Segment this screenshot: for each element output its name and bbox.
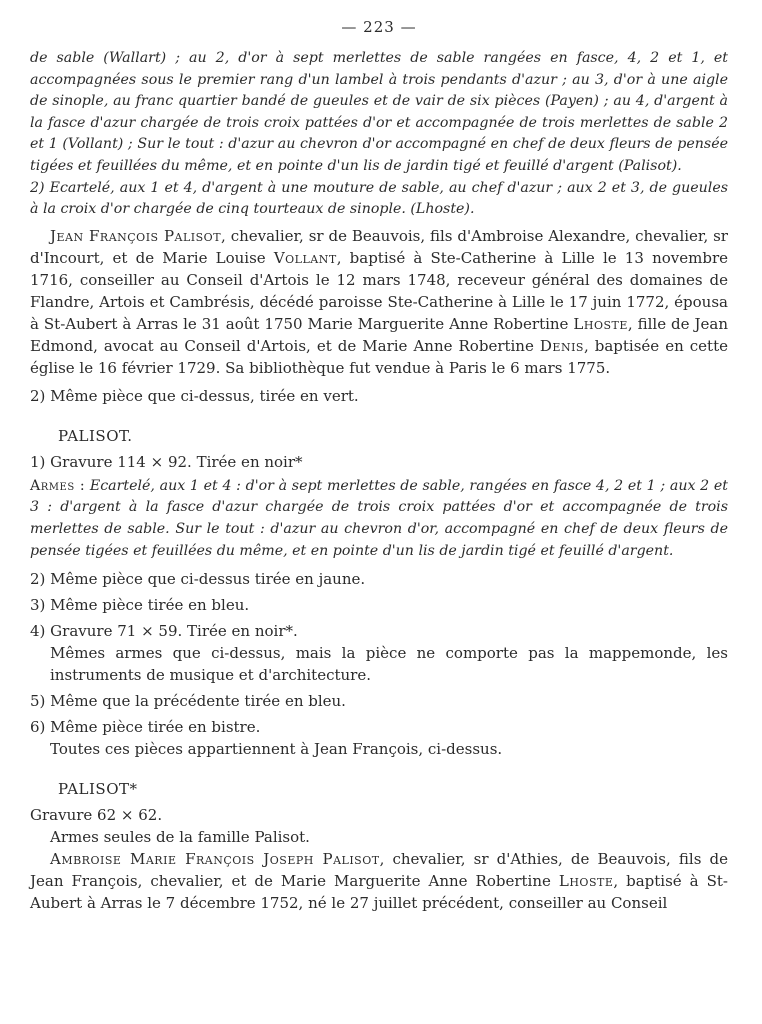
gravure-line: Gravure 62 × 62.: [30, 806, 163, 825]
list-item: 6) Même pièce tirée en bistre.: [30, 718, 261, 737]
armes-label: Armes :: [30, 477, 86, 494]
person-name: Lhoste: [573, 314, 628, 333]
bio-text: , fille de Jean Edmond, avocat au Conseil d'Artois, et de Marie Anne Robertine: [30, 314, 728, 355]
bio-text: , chevalier, sr de Beauvois, fils d'Ambroise Alexandre, chevalier, sr d'Incourt, et de Marie Louise: [30, 226, 728, 267]
page-number: — 223 —: [341, 18, 417, 36]
bio-text: , baptisé à Ste-Catherine à Lille le 13 novembre 1716, conseiller au Conseil d'Artois le 12 mars 1748, receveur général des domaines de Flandre, Artois et Cambrésis, décédé paroisse Ste-Catherine à Lille le 17 juin 1772, épousa à St-Aubert à Arras le 31 août 1750 Marie Marguerite Anne Robertine: [30, 248, 728, 333]
biography-jean-francois: [30, 225, 728, 379]
item-note: Armes seules de la famille Palisot.: [50, 828, 310, 847]
person-name: Ambroise Marie François Joseph Palisot: [50, 850, 380, 869]
list-item: 2) Même pièce que ci-dessus, tirée en vert.: [30, 386, 359, 405]
list-item: 3) Même pièce tirée en bleu.: [30, 596, 250, 615]
section-heading: PALISOT.: [58, 426, 133, 445]
list-item: 1) Gravure 114 × 92. Tirée en noir*: [30, 452, 303, 471]
closing-note: Toutes ces pièces appartiennent à Jean François, ci-dessus.: [50, 740, 503, 759]
armes-text: Ecartelé, aux 1 et 4 : d'or à sept merlettes de sable, rangées en fasce 4, 2 et 1 ; aux 2 et 3 : d'argent à la fasce d'azur chargée de trois croix pattées d'or et accompagnée de trois merlettes de sable. Sur le tout : d'azur au chevron d'or, accompagné en chef de deux fleurs de pensée tigées et feuillées du même, et en pointe d'un lis de jardin tigé et feuillé d'argent.: [30, 477, 728, 559]
armes-paragraph: [30, 476, 728, 562]
list-item: 5) Même que la précédente tirée en bleu.: [30, 692, 346, 711]
bio-text: , baptisée en cette église le 16 février 1729. Sa bibliothèque fut vendue à Paris le 6 mars 1775.: [30, 336, 728, 377]
person-name: Vollant: [273, 248, 337, 267]
heraldry-paragraph: de sable (Wallart) ; au 2, d'or à sept merlettes de sable rangées en fasce, 4, 2 et 1, et accompagnées sous le premier rang d'un lambel à trois pendants d'azur ; au 3, d'or à une aigle de sinople, au franc quartier bandé de gueules et de vair de six pièces (Payen) ; au 4, d'argent à la fasce d'azur chargée de trois croix pattées d'or et accompagnée de trois merlettes de sable 2 et 1 (Vollant) ; Sur le tout : d'azur au chevron d'or accompagné en chef de deux fleurs de pensée tigées et feuillées du même, et en pointe d'un lis de jardin tigé et feuillé d'argent (Palisot).: [30, 50, 728, 174]
person-name: Denis: [539, 336, 584, 355]
person-name: Lhoste: [558, 872, 614, 891]
person-name: Jean François Palisot: [50, 226, 222, 245]
list-item: 4) Gravure 71 × 59. Tirée en noir*.: [30, 622, 298, 641]
biography-ambroise: [30, 848, 728, 914]
bio-text: , baptisé à St-Aubert à Arras le 7 décembre 1752, né le 27 juillet précédent, conseiller au Conseil: [30, 872, 728, 913]
section-heading: PALISOT*: [58, 780, 138, 799]
bio-text: , chevalier, sr d'Athies, de Beauvois, fils de Jean François, chevalier, et de Marie Marguerite Anne Robertine: [30, 850, 728, 891]
list-item: 2) Même pièce que ci-dessus tirée en jaune.: [30, 570, 366, 589]
heraldry-paragraph-2: 2) Ecartelé, aux 1 et 4, d'argent à une mouture de sable, au chef d'azur ; aux 2 et 3, de gueules à la croix d'or chargée de cinq tourteaux de sinople. (Lhoste).: [30, 179, 728, 218]
item-note: Mêmes armes que ci-dessus, mais la pièce ne comporte pas la mappemonde, les instruments de musique et d'architecture.: [50, 644, 728, 685]
